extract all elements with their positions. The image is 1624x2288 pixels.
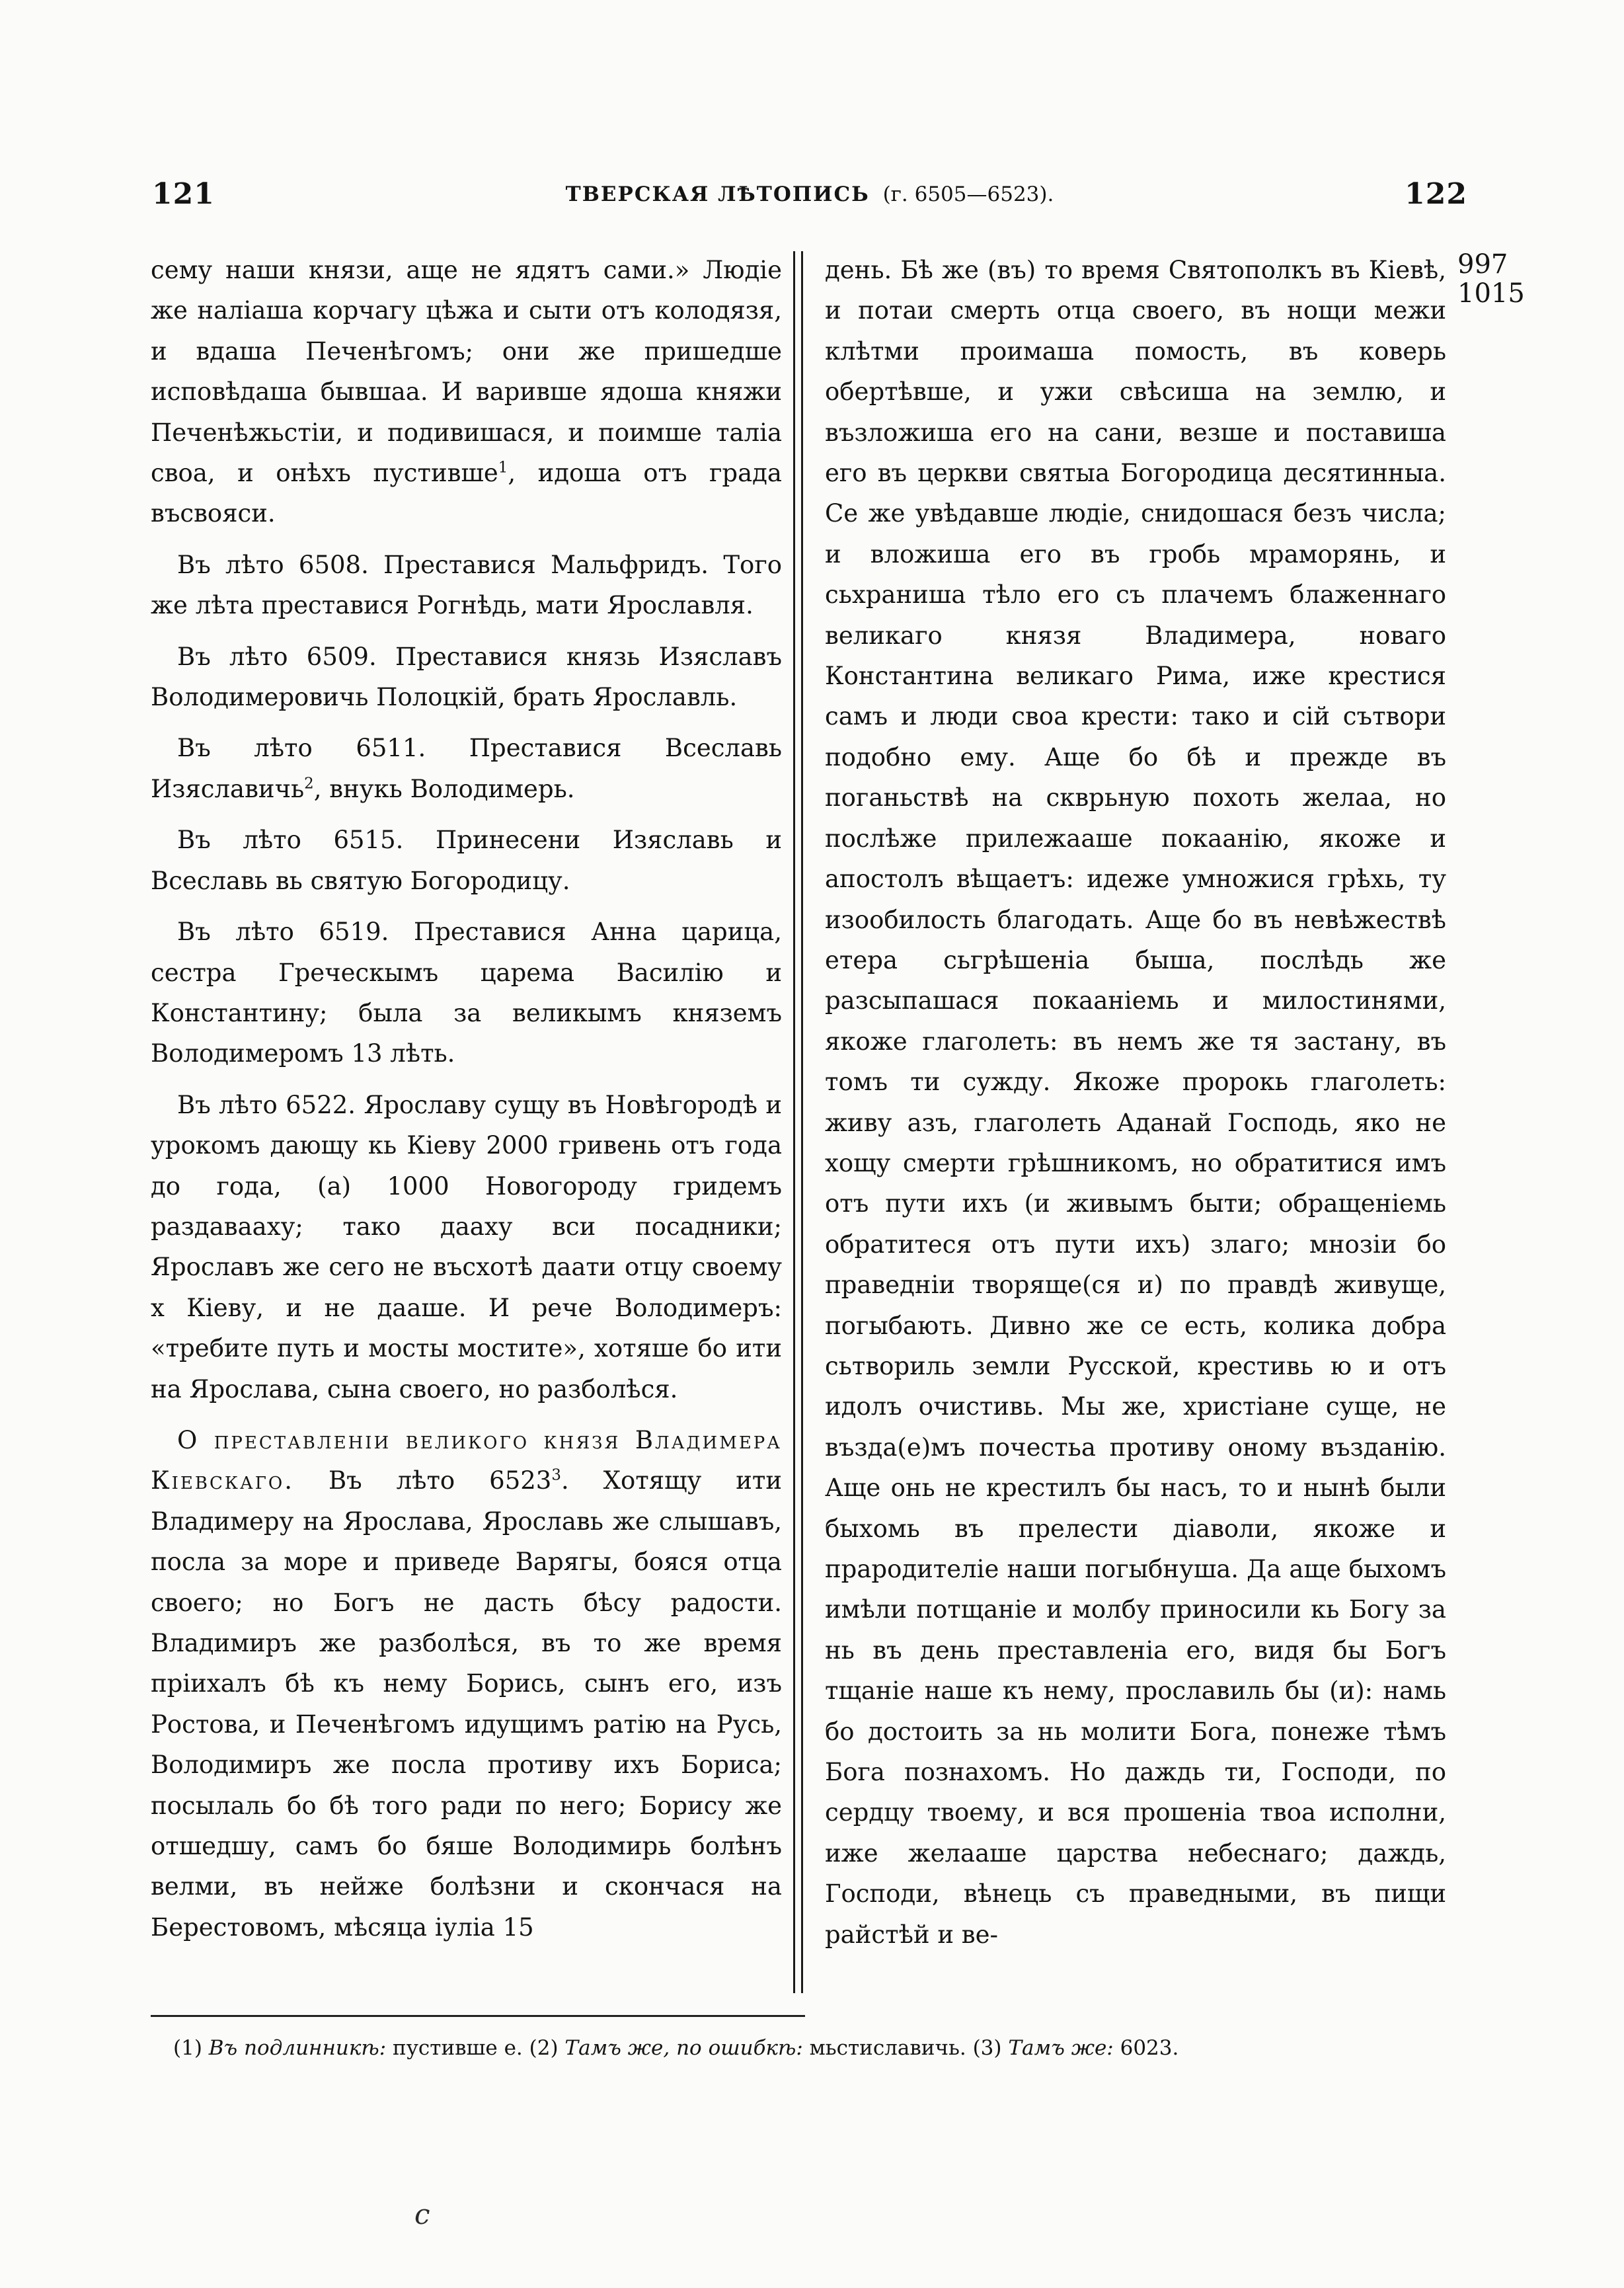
footnote-label: Тамъ же, по ошибкѣ: xyxy=(564,2036,803,2060)
footnote-label: Въ подлинникѣ: xyxy=(208,2036,387,2060)
footnote-text: 6023. xyxy=(1120,2036,1179,2060)
paragraph-text: Въ лѣто 6511. Преставися Всеславь Изяславичь xyxy=(151,734,782,803)
paragraph-text: сему наши князи, аще не ядятъ сами.» Людіе же наліаша корчагу цѣжа и сыти отъ колодязя, и вдаша Печенѣгомъ; они же пришедше исповѣдаша бывшаа. И варивше ядоша княжи Печенѣжьстіи, и подивишася, и поимше таліа своа, и онѣхъ пустивше xyxy=(151,256,782,488)
paragraph-text: , внукь Володимерь. xyxy=(313,774,575,803)
running-header xyxy=(152,177,1467,217)
footnote-number: (3) xyxy=(972,2036,1002,2060)
margin-year: 1015 xyxy=(1457,278,1525,309)
paragraph-text: , идоша отъ града въсвояси. xyxy=(151,459,782,528)
margin-year-notes xyxy=(1457,250,1530,308)
chronicle-title: ТВЕРСКАЯ ЛѢТОПИСЬ xyxy=(565,182,870,206)
paragraph xyxy=(151,1420,782,1948)
footnote-ref: 2 xyxy=(304,775,314,793)
column-divider xyxy=(793,251,795,1993)
footnote-separator xyxy=(151,2015,805,2017)
stray-pencil-mark: c xyxy=(414,2198,430,2230)
footnote-text: пустивше е. xyxy=(393,2036,523,2060)
paragraph: день. Бѣ же (въ) то время Святополкъ въ Кіевѣ, и потаи смерть отца своего, въ нощи межи клѣтми проимаша помость, въ коверь обертѣвше, и ужи свѣсиша на землю, и възложиша его на сани, везше и поставиша его въ церкви святыа Богородица десятинныа. Се же увѣдавше людіе, снидошася безъ числа; и вложиша его въ гробь мраморянь, и сьхраниша тѣло его съ плачемъ блаженнаго великаго князя Владимера, новаго Константина великаго Рима, иже крестися самъ и люди своа крести: тако и сій сътвори подобно ему. Аще бо бѣ и прежде въ поганьствѣ на скврьную похоть желаа, но послѣже прилежааше покаанію, якоже и апостолъ вѣщаетъ: идеже умножися грѣхь, ту изообилость благодать. Аще бо въ невѣжествѣ етера сьгрѣшеніа быша, послѣдь же разсыпашася покааніемь и милостинями, якоже глаголеть: въ немъ же тя застану, въ томъ ти сужду. Якоже пророкь глаголеть: живу азъ, глаголеть Аданай Господь, яко не хощу смерти грѣшникомъ, но обратитися имъ отъ пути ихъ (и живымъ быти; обращеніемь обратитеся отъ пути ихъ) злаго; мнозіи бо праведніи творяще(ся и) по правдѣ живуще, погыбають. Дивно же се есть, колика добра сьтвориль земли Русской, крестивь ю и отъ идолъ очистивь. Мы же, христіане суще, не възда(е)мъ почестьа противу оному възданію. Аще онь не крестилъ бы насъ, то и нынѣ были быхомь въ прелести діаволи, якоже и прародителіе наши погыбнуша. Да аще быхомъ имѣли потщаніе и молбу приносили кь Богу за нь въ день преставленіа его, видя бы Богъ тщаніе наше къ нему, прославиль бы (и): намь бо достоить за нь молити Бога, понеже тѣмъ Бога познахомъ. Но даждь ти, Господи, по сердцу твоему, и вся прошеніа твоа исполни, иже желааше царства небеснаго; даждь, Господи, вѣнець съ праведными, въ пищи райстѣй и ве- xyxy=(825,256,1446,1949)
footnote-number: (2) xyxy=(529,2036,559,2060)
footnote-ref: 3 xyxy=(551,1467,561,1485)
year-range: (г. 6505—6523). xyxy=(882,182,1054,206)
paragraph xyxy=(151,728,782,809)
paragraph: Въ лѣто 6515. Принесени Изяславь и Всеславь вь святую Богородицу. xyxy=(151,826,782,895)
paragraph: Въ лѣто 6509. Преставися князь Изяславъ Володимеровичь Полоцкій, брать Ярославль. xyxy=(151,642,782,712)
section-heading: О преставленіи великого князя Владимера Кіевскаго. xyxy=(151,1425,782,1495)
right-column xyxy=(825,250,1446,2008)
footnote-label: Тамъ же: xyxy=(1008,2036,1114,2060)
footnote-ref: 1 xyxy=(498,459,508,477)
page-number-left: 121 xyxy=(152,177,215,211)
footnotes xyxy=(173,2035,1429,2061)
paragraph xyxy=(151,250,782,534)
paragraph-text: . Хотящу ити Владимеру на Ярослава, Ярославь же слышавъ, посла за море и приведе Варягы, бояся отца своего; но Богъ не дасть бѣсу радости. Владимиръ же разболѣся, въ то же время пріихалъ бѣ къ нему Борись, сынъ его, изъ Ростова, и Печенѣгомъ идущимъ ратію на Русь, Володимиръ же посла противу ихъ Бориса; посылаль бо бѣ того ради по него; Борису же отшедшу, самъ бо бяше Володимирь болѣнъ велми, въ нейже болѣзни и скончася на Берестовомъ, мѣсяца іуліа 15 xyxy=(151,1466,782,1942)
margin-year: 997 xyxy=(1457,249,1508,280)
running-title xyxy=(152,182,1467,206)
paragraph: Въ лѣто 6522. Ярославу сущу въ Новѣгородѣ и урокомъ дающу кь Кіеву 2000 гривень отъ года до года, (а) 1000 Новогороду гридемъ раздавааху; тако дааху вси посадники; Ярославъ же сего не въсхотѣ даати отцу своему х Кіеву, и не дааше. И рече Володимеръ: «требите путь и мосты мостите», хотяше бо ити на Ярослава, сына своего, но разболѣся. xyxy=(151,1090,782,1403)
paragraph-text: Въ лѣто 6523 xyxy=(294,1466,552,1495)
left-column xyxy=(151,250,782,2008)
page-number-right: 122 xyxy=(1405,177,1467,211)
paragraph: Въ лѣто 6508. Преставися Мальфридъ. Того же лѣта преставися Рогнѣдь, мати Ярославля. xyxy=(151,550,782,620)
paragraph: Въ лѣто 6519. Преставися Анна царица, сестра Греческымъ царема Василію и Константину; была за великымъ княземъ Володимеромъ 13 лѣть. xyxy=(151,918,782,1068)
footnote-text: мьстиславичь. xyxy=(809,2036,966,2060)
footnote-number: (1) xyxy=(173,2036,202,2060)
column-divider xyxy=(801,251,803,1993)
